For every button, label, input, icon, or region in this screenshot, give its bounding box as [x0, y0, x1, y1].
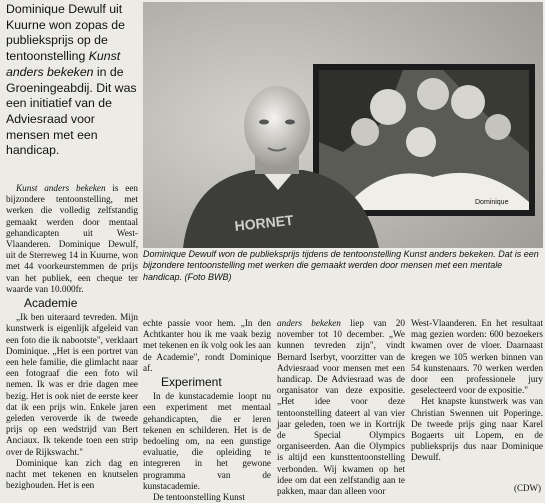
photo-image	[143, 2, 543, 248]
intro-after: in de Groeningeabdij. Dit was een initiatief van de Adviesraad voor mensen met een handicap.	[6, 64, 137, 158]
paragraph	[6, 183, 138, 295]
subheading-experiment: Experiment	[161, 375, 222, 390]
paragraph: „Ik ben uiteraard tevreden. Mijn kunstwerk is eigenlijk afgeleid van een foto die ik nabootste", verklaart Dominique. „Het is een portret van een hele familie, die glimlacht naar een fotograaf die een foto wil nemen. Ik was er drie dagen mee bezig. Het is ook niet de eerste keer dat ik een prijs win. Enkele jaren geleden veroverde ik de tweede prijs op een wedstrijd van Bert Anciaux. Ik tekende toen een strip over de Rijkswacht."	[6, 312, 138, 457]
paragraph: Het knapste kunstwerk was van Christian Swennen uit Poperinge. De tweede prijs ging naar Karel Bogaerts uit Lopem, en de publieksprijs dus naar Dominique Dewulf.	[411, 396, 543, 463]
article-column-4	[411, 318, 543, 464]
photo-caption	[143, 249, 543, 283]
paragraph: De tentoonstelling Kunst	[153, 492, 245, 503]
paragraph-text: is een bijzondere tentoonstelling, met werken die volledig zelfstandig gemaakt werden door mentaal gehandicapten uit West-Vlaanderen. Dominique Dewulf, uit de Sterreweg 14 in Kuurne, won met 44 voorkeurstemmen de prijs van het publiek, een cheque ter waarde van 10.000fr.	[6, 183, 138, 294]
inline-title: Kunst anders bekeken	[16, 183, 106, 193]
svg-text:HORNET: HORNET	[233, 211, 295, 234]
painting-signature: Dominique	[475, 199, 509, 206]
article-column-1	[6, 183, 138, 491]
intro-before: Dominique Dewulf uit Kuurne won zopas de publieksprijs op de tentoonstelling	[6, 2, 125, 64]
photo	[143, 2, 543, 248]
author-signature: (CDW)	[514, 483, 541, 493]
paragraph: Dominique kan zich dag en nacht met tekenen en knutselen bezighouden. Het is een	[6, 457, 138, 491]
paragraph	[277, 318, 405, 497]
intro-heading	[6, 2, 140, 159]
paragraph: In de kunstacademie loopt nu een experiment met mentaal gehandicapten, die er leren tekenen en schilderen. Het is de bedoeling om, na een gunstige evaluatie, die opleiding te integreren in het gewone programma van de kunstacademie.	[143, 391, 271, 491]
caption-text: Dominique Dewulf won de publieksprijs tijdens de tentoonstelling Kunst anders bekeken. Dat is een bijzondere tentoonstelling met werken die gemaakt werden door mensen met een mentale handicap. (Foto BWB)	[143, 249, 539, 282]
article-column-2	[143, 318, 271, 503]
paragraph-text: liep van 20 november tot 10 december. „We kunnen tevreden zijn", vindt Bernard Iserbyt, voorzitter van de Adviesraad voor mensen met een handicap. De Adviesraad was de organisator van deze expositie. „Het idee voor deze tentoonstelling dateert al van vier jaar geleden, toen we in Kortrijk de Special Olympics organiseerden. Aan die Olympics is altijd een kunsttentoonstelling verbonden. Wij kwamen op het idee om dat een zelfstandig aan te pakken, maar dan alleen voor	[277, 318, 405, 497]
subheading-academie: Academie	[24, 296, 78, 311]
paragraph: echte passie voor hem. „In den Achtkanter hou ik me vaak bezig met tekenen en ik volg ook les aan de Academie", rondt Dominique af.	[143, 318, 271, 373]
paragraph: West-Vlaanderen. En het resultaat mag gezien worden: 600 bezoekers kwamen over de vloer. Daarnaast kregen we 105 werken binnen van 54 kunstenaars. 70 werken werden door een professionele jury geselecteerd voor de expositie."	[411, 318, 543, 396]
article-column-3	[277, 318, 405, 497]
intro-title: Kunst anders bekeken	[6, 49, 121, 79]
inline-title: anders bekeken	[277, 318, 341, 328]
